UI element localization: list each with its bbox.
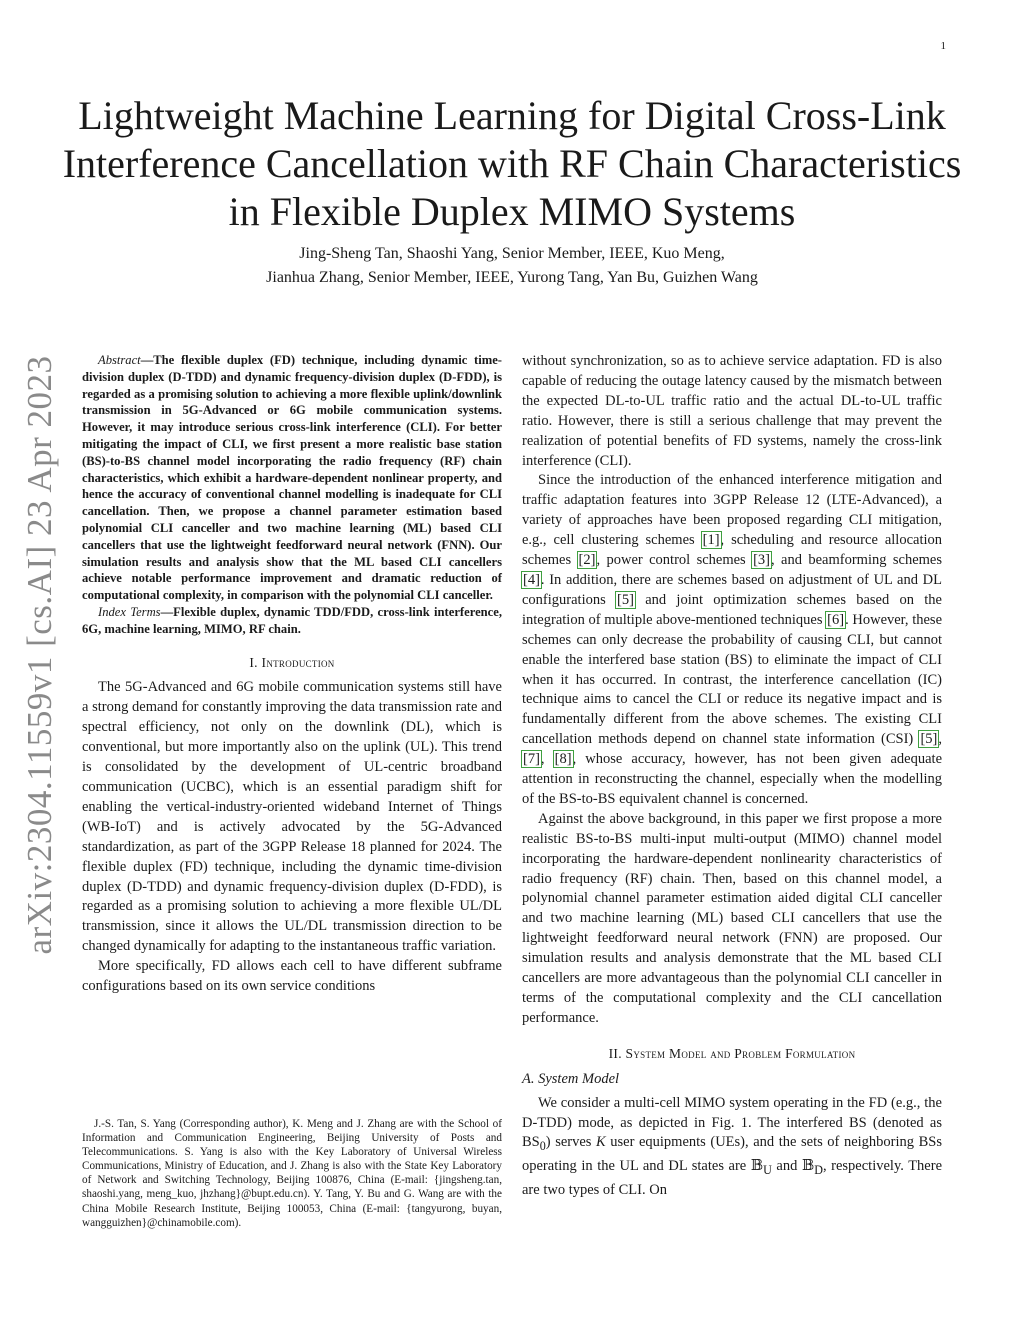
citation-link[interactable]: [2] xyxy=(578,552,596,569)
subscript: 0 xyxy=(539,1139,546,1154)
citation-link[interactable]: [8] xyxy=(554,751,572,768)
math-symbol: 𝔹 xyxy=(750,1158,764,1175)
citation-link[interactable]: [4] xyxy=(523,571,540,588)
text-span: We consider a multi-cell MIMO system operating in the FD (e.g., the D-TDD) mode, as depicted in Fig. 1. The interfered BS (denoted as BS xyxy=(522,1094,942,1151)
abstract-text: —The flexible duplex (FD) technique, including dynamic time-division duplex (D-TDD) and dynamic frequency-division duplex (D-FDD), is regarded as a promising solution to achieving a more flexible uplink/downlink transmission in 5G-Advanced or 6G mobile communication systems. However, it may introduce serious cross-link interference (CLI). For better mitigating the impact of CLI, we first present a more realistic base station (BS)-to-BS channel model incorporating the radio frequency (RF) chain characteristics, which exhibit a hardware-dependent nonlinear property, and hence the accuracy of conventional channel modelling is inadequate for CLI cancellation. Then, we propose a channel parameter estimation based polynomial CLI canceller and two machine learning (ML) based CLI cancellers that use the lightweight feedforward neural network (FNN). Our simulation results and analysis show that the ML based CLI cancellers achieve notable performance improvement and dramatic reduction of computational complexity, in comparison with the polynomial CLI canceller. xyxy=(82,353,502,603)
math-symbol: 𝔹 xyxy=(801,1158,815,1175)
right-paragraph-4 xyxy=(522,1094,942,1201)
author-line-1: Jing-Sheng Tan, Shaoshi Yang, Senior Member, IEEE, Kuo Meng, xyxy=(299,245,725,262)
subscript: U xyxy=(763,1163,772,1178)
page-number: 1 xyxy=(940,40,946,52)
citation-link[interactable]: [7] xyxy=(523,751,540,768)
footnote: J.-S. Tan, S. Yang (Corresponding author), K. Meng and J. Zhang are with the School of Information and Communication Engineering, Beijing University of Posts and Telecommunications. S. Yang is also with the Key Laboratory of Universal Wireless Communications, Ministry of Education, and J. Zhang is also with the State Key Laboratory of Network and Switching Technology, Beijing 100876, China (E-mail: {jingsheng.tan, shaoshi.yang, meng_kuo, jhzhang}@bupt.edu.cn). Y. Tang, Y. Bu and G. Wang are with the China Mobile Research Institute, Beijing 100053, China (E-mail: {tangyurong, buyan, wangguizhen}@chinamobile.com). xyxy=(82,1118,502,1229)
right-column xyxy=(522,352,942,1201)
index-terms-label: Index Terms xyxy=(98,604,161,619)
section-heading-system-model: II. System Model and Problem Formulation xyxy=(608,1045,856,1061)
text-span: and joint optimization schemes based on the integration of multiple above-mentioned techniques xyxy=(522,591,942,628)
text-span: , and beamforming schemes xyxy=(771,552,943,569)
author-line-2: Jianhua Zhang, Senior Member, IEEE, Yurong Tang, Yan Bu, Guizhen Wang xyxy=(266,269,758,286)
arxiv-stamp-text: arXiv:2304.11559v1 [cs.AI] 23 Apr 2023 xyxy=(20,355,59,955)
text-span: , scheduling and resource allocation schemes xyxy=(522,532,942,569)
citation-link[interactable]: [1] xyxy=(702,532,720,549)
text-span: ) serves xyxy=(545,1134,596,1151)
text-span: . However, these schemes can only decrease the probability of causing CLI, but cannot enable the interfered base station (BS) to eliminate the impact of CLI when it has occurred. In contrast, the interference cancellation (IC) technique aims to cancel the CLI or reduce its negative impact and is fundamentally different from the above schemes. The existing CLI cancellation methods depend on channel state information (CSI) xyxy=(522,611,943,748)
text-span: Since the introduction of the enhanced interference mitigation and traffic adaptation features into 3GPP Release 12 (LTE-Advanced), a variety of approaches have been proposed regarding CLI mitigation, e.g., cell clustering schemes xyxy=(522,472,942,549)
math-symbol: K xyxy=(596,1134,606,1151)
intro-paragraph-1: The 5G-Advanced and 6G mobile communication systems still have a strong demand for constantly improving the data transmission rate and spectral efficiency, not only on the downlink (DL), which is conventional, but more importantly also on the uplink (UL). This trend is consolidated by the development of UL-centric broadband communication (UCBC), which is an essential paradigm shift for enabling the vertical-industry-oriented wideband Internet of Things (WB-IoT) and is actively advocated by the 5G-Advanced standardization, as part of the 3GPP Release 18 planned for 2024. The flexible duplex (FD) technique, including the dynamic time-division duplex (D-TDD) and dynamic frequency-division duplex (D-FDD), is regarded as a promising solution to achieving a more flexible UL/DL transmission, since it allows the UL/DL transmission direction to be changed dynamically for adapting to the instantaneous traffic variation. xyxy=(82,679,502,955)
paper-title: Lightweight Machine Learning for Digital Cross-Link Interference Cancellation with RF Chain Characteristics in Flexible Duplex MIMO Systems xyxy=(62,93,962,234)
text-span: , whose accuracy, however, has not been given adequate attention in reconstructing the channel, especially when the modelling of the BS-to-BS equivalent channel is concerned. xyxy=(522,751,943,807)
text-span: user equipments (UEs), and the sets of neighboring BSs operating in the UL and DL states are xyxy=(522,1134,942,1175)
citation-link[interactable]: [5] xyxy=(920,731,938,748)
arxiv-stamp xyxy=(12,355,68,955)
text-span: . In addition, there are schemes based on adjustment of UL and DL configurations xyxy=(522,571,942,608)
author-list xyxy=(60,242,964,290)
citation-link[interactable]: [5] xyxy=(617,591,634,608)
subsection-heading: A. System Model xyxy=(522,1070,620,1087)
subscript: D xyxy=(814,1163,823,1178)
text-span: and xyxy=(771,1158,802,1175)
left-column xyxy=(82,352,502,997)
section-heading-intro: I. Introduction xyxy=(249,654,335,670)
citation-link[interactable]: [3] xyxy=(753,552,771,569)
right-paragraph-3: Against the above background, in this paper we first propose a more realistic BS-to-BS multi-input multi-output (MIMO) channel model incorporating the hardware-dependent nonlinearity characteristics of radio frequency (RF) chain. Then, based on this channel model, a polynomial channel parameter estimation aided digital CLI canceller and two machine learning (ML) based CLI cancellers that use the lightweight feedforward neural network (FNN) are proposed. Our simulation results and analysis demonstrate that the ML based CLI cancellers are more advantageous than the polynomial CLI canceller in terms of the computational complexity and the CLI cancellation performance. xyxy=(522,810,942,1026)
text-span: , respectively. There are two types of CLI. On xyxy=(522,1158,943,1199)
text-span: , power control schemes xyxy=(596,552,753,569)
index-terms xyxy=(82,604,502,638)
text-span: , xyxy=(540,751,554,768)
index-terms-text: —Flexible duplex, dynamic TDD/FDD, cross-link interference, 6G, machine learning, MIMO, RF chain. xyxy=(82,604,502,636)
text-span: , xyxy=(938,731,942,748)
footnote-rule xyxy=(82,1110,172,1111)
abstract-label: Abstract xyxy=(98,353,141,367)
citation-link[interactable]: [6] xyxy=(827,611,845,628)
right-paragraph-2 xyxy=(522,471,942,809)
intro-paragraph-2: More specifically, FD allows each cell to have different subframe configurations based on its own service conditions xyxy=(82,958,502,995)
right-paragraph-1: without synchronization, so as to achieve service adaptation. FD is also capable of reducing the outage latency caused by the mismatch between the expected DL-to-UL traffic ratio and the actual DL-to-UL traffic ratio. However, there is still a serious challenge that may prevent the realization of potential benefits of FD systems, namely the cross-link interference (CLI). xyxy=(522,353,942,469)
abstract xyxy=(82,352,502,604)
